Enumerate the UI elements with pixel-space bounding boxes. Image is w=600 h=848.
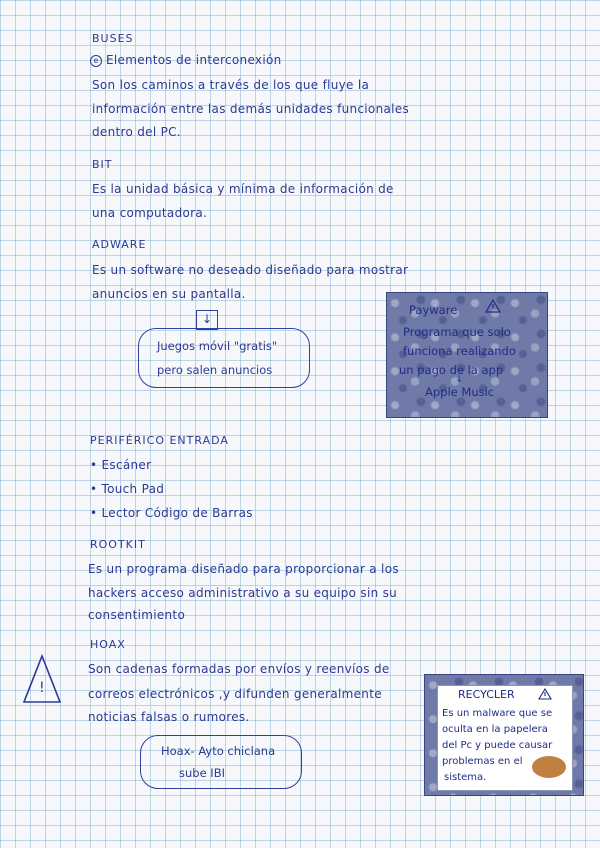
adware-cloud-line-1: Juegos móvil "gratis" xyxy=(157,339,278,353)
periferico-title: PERIFÉRICO ENTRADA xyxy=(90,434,229,447)
bullet-icon: • xyxy=(90,482,98,496)
warning-triangle-icon xyxy=(485,299,501,313)
periferico-item-1-label: Escáner xyxy=(101,458,152,472)
buses-subtitle: Elementos de interconexión xyxy=(106,53,282,67)
hoax-line-1: Son cadenas formadas por envíos y reenvíos de xyxy=(88,662,390,676)
down-arrow-icon: ↓ xyxy=(455,374,464,385)
bullet-icon: • xyxy=(90,506,98,520)
hoax-example-cloud xyxy=(140,735,302,789)
bit-line-2: una computadora. xyxy=(92,206,208,220)
bit-title: BIT xyxy=(92,158,113,171)
hoax-line-3: noticias falsas o rumores. xyxy=(88,710,250,724)
rootkit-line-1: Es un programa diseñado para proporcionar a los xyxy=(88,562,399,576)
hoax-cloud-line-2: sube IBI xyxy=(179,766,225,780)
rootkit-line-2: hackers acceso administrativo a su equipo sin su xyxy=(88,586,398,600)
adware-example-cloud xyxy=(138,328,310,388)
periferico-item-3 xyxy=(90,506,253,520)
rootkit-title: ROOTKIT xyxy=(90,538,146,551)
down-arrow-icon: ↓ xyxy=(196,310,218,330)
payware-line-1: Programa que solo xyxy=(403,325,511,339)
sticker-icon xyxy=(532,756,566,778)
payware-example: Apple Music xyxy=(425,385,495,399)
adware-title: ADWARE xyxy=(92,238,147,251)
recycler-line-3: del Pc y puede causar xyxy=(442,740,553,751)
periferico-item-2-label: Touch Pad xyxy=(101,482,165,496)
recycler-line-2: oculta en la papelera xyxy=(442,724,548,735)
recycler-card-panel xyxy=(437,685,573,791)
recycler-line-4: problemas en el xyxy=(442,756,523,767)
buses-subtitle-row xyxy=(90,53,282,67)
bullet-icon: • xyxy=(90,458,98,472)
payware-card xyxy=(386,292,548,418)
buses-line-1: Son los caminos a través de los que fluye la xyxy=(92,78,370,92)
recycler-line-1: Es un malware que se xyxy=(442,708,553,719)
periferico-item-3-label: Lector Código de Barras xyxy=(101,506,253,520)
periferico-item-2 xyxy=(90,482,164,496)
payware-line-2: funciona realizando xyxy=(403,344,516,358)
warning-triangle-icon xyxy=(22,654,62,704)
circled-e-icon: e xyxy=(90,55,102,67)
hoax-line-2: correos electrónicos ,y difunden generalmente xyxy=(88,687,382,701)
bit-line-1: Es la unidad básica y mínima de información de xyxy=(92,182,394,196)
warning-triangle-icon xyxy=(538,688,552,700)
recycler-line-5: sistema. xyxy=(444,772,487,783)
payware-line-3: un pago de la app xyxy=(399,363,504,377)
rootkit-line-3: consentimiento xyxy=(88,608,186,622)
adware-line-2: anuncios en su pantalla. xyxy=(92,287,246,301)
payware-title: Payware xyxy=(409,303,458,317)
hoax-cloud-line-1: Hoax- Ayto chiclana xyxy=(161,744,276,758)
buses-line-3: dentro del PC. xyxy=(92,125,181,139)
periferico-item-1 xyxy=(90,458,151,472)
recycler-title: RECYCLER xyxy=(458,688,515,701)
recycler-card xyxy=(424,674,584,796)
buses-line-2: información entre las demás unidades funcionales xyxy=(92,102,410,116)
hoax-title: HOAX xyxy=(90,638,126,651)
exclamation-mark: ! xyxy=(39,680,45,696)
adware-cloud-line-2: pero salen anuncios xyxy=(157,363,273,377)
adware-line-1: Es un software no deseado diseñado para mostrar xyxy=(92,263,409,277)
buses-title: BUSES xyxy=(92,32,134,45)
